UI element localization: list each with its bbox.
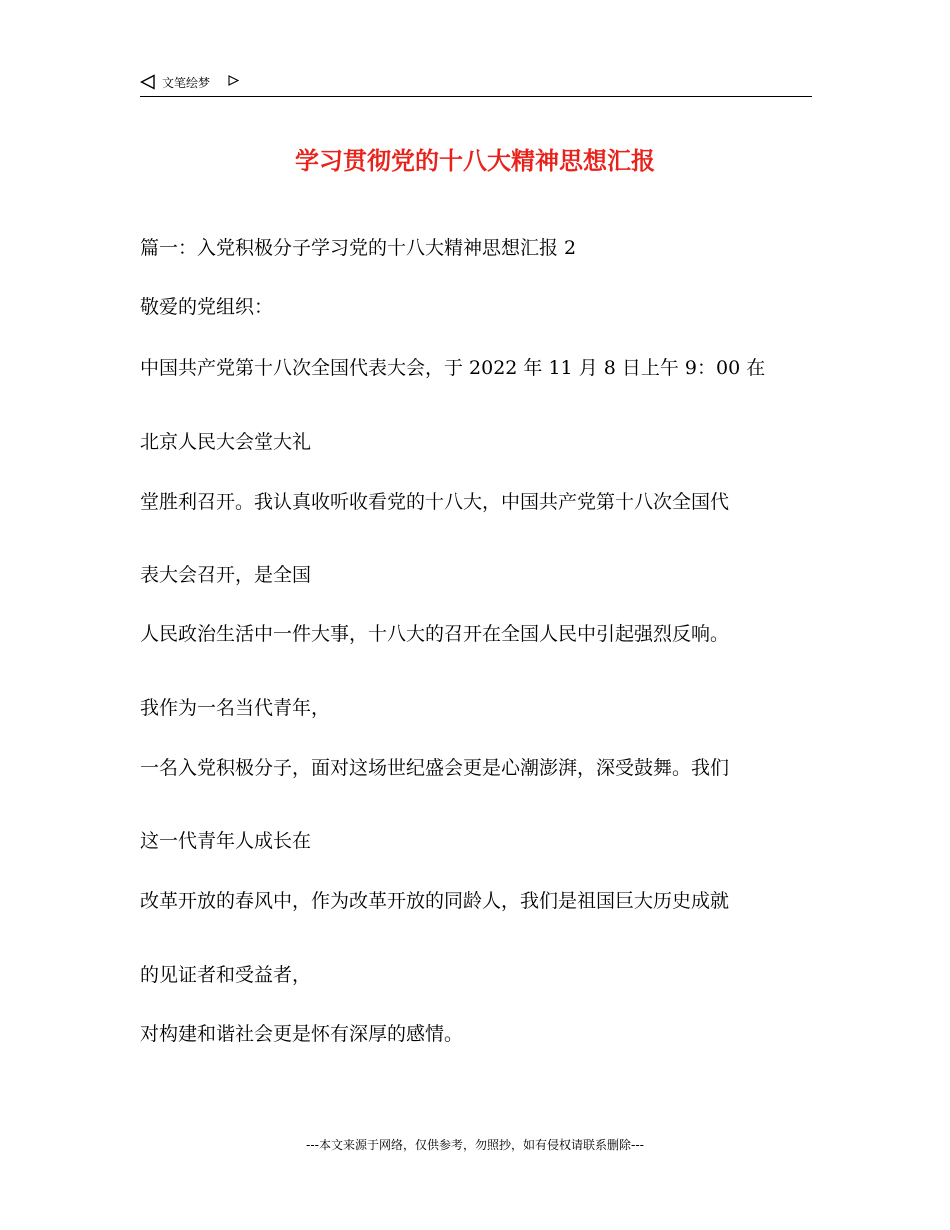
text-line: 这一代青年人成长在 <box>140 830 312 852</box>
page-header <box>140 72 812 97</box>
text-line: 北京人民大会堂大礼 <box>140 431 312 453</box>
text-line: 敬爱的党组织： <box>140 296 274 318</box>
text-line: 改革开放的春风中，作为改革开放的同龄人，我们是祖国巨大历史成就 <box>140 890 730 912</box>
text-line: 堂胜利召开。我认真收听收看党的十八大，中国共产党第十八次全国代 <box>140 491 730 513</box>
text-line: 的见证者和受益者， <box>140 964 312 986</box>
text-line: 中国共产党第十八次全国代表大会，于 2022 年 11 月 8 日上午 9：00 在 <box>140 357 766 379</box>
header-brand: 文笔绘梦 <box>162 76 211 90</box>
triangle-right-icon <box>228 75 239 86</box>
text-line: 对构建和谐社会更是怀有深厚的感情。 <box>140 1023 464 1045</box>
text-line: 一名入党积极分子，面对这场世纪盛会更是心潮澎湃，深受鼓舞。我们 <box>140 757 730 779</box>
document-title: 学习贯彻党的十八大精神思想汇报 <box>295 147 655 175</box>
text-line: 篇一：入党积极分子学习党的十八大精神思想汇报 2 <box>140 237 577 259</box>
text-line: 表大会召开，是全国 <box>140 564 312 586</box>
triangle-left-icon <box>140 74 156 90</box>
footer-disclaimer: ---本文来源于网络，仅供参考，勿照抄，如有侵权请联系删除--- <box>306 1138 644 1152</box>
text-line: 人民政治生活中一件大事，十八大的召开在全国人民中引起强烈反响。 <box>140 623 730 645</box>
text-line: 我作为一名当代青年， <box>140 697 331 719</box>
